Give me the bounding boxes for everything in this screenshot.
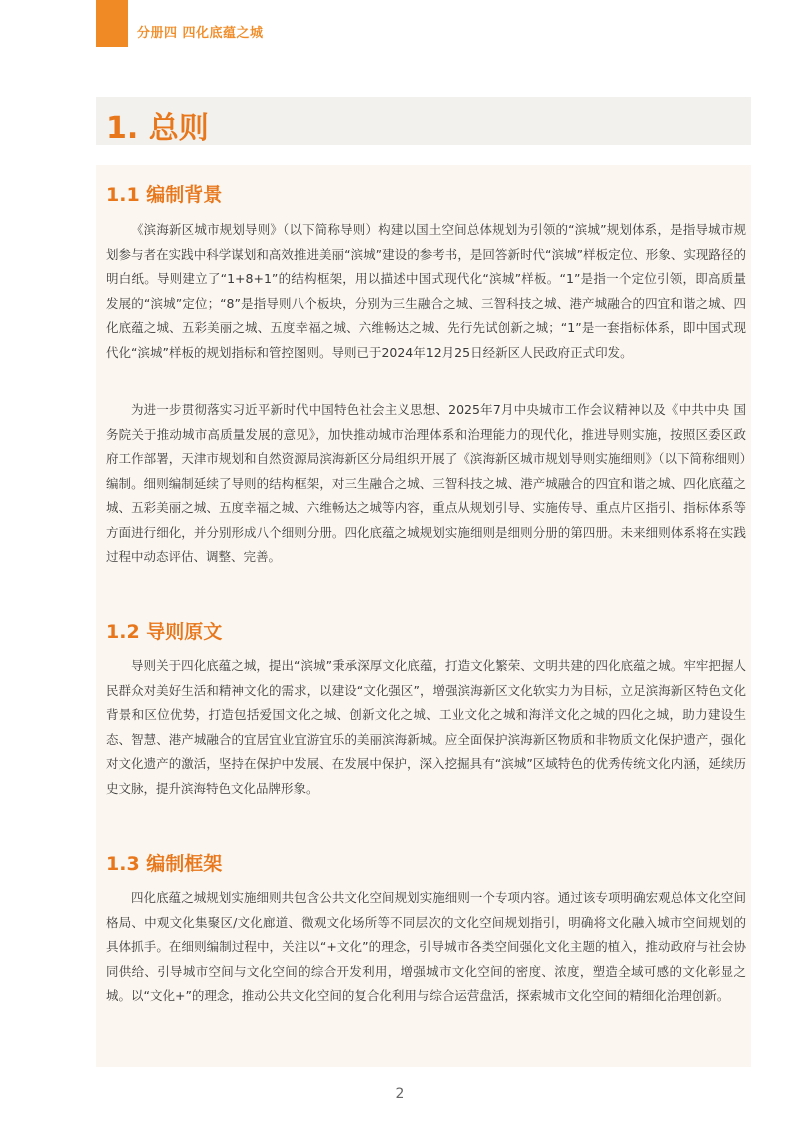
page-number: 2 <box>395 1086 405 1102</box>
paragraph-background-1: 《滨海新区城市规划导则》（以下简称导则）构建以国土空间总体规划为引领的“滨城”规划体系，是指导城市规划参与者在实践中科学谋划和高效推进美丽“滨城”建设的参考书，是回答新时代“滨城”样板定位、形象、实现路径的明白纸。导则建立了“1+8+1”的结构框架，用以描述中国式现代化“滨城”样板。“1”是指一个定位引领，即高质量发展的“滨城”定位；“8”是指导则八个板块，分别为三生融合之城、三智科技之城、港产城融合的四宜和谐之城、四化底蕴之城、五彩美丽之城、五度幸福之城、六维畅达之城、先行先试创新之城；“1”是一套指标体系，即中国式现代化“滨城”样板的规划指标和管控图则。导则已于2024年12月25日经新区人民政府正式印发。 <box>106 222 746 360</box>
section-title: 1. 总则 <box>106 111 209 146</box>
paragraph-framework: 四化底蕴之城规划实施细则共包含公共文化空间规划实施细则一个专项内容。通过该专项明确宏观总体文化空间格局、中观文化集聚区/文化廊道、微观文化场所等不同层次的文化空间规划指引，明确将文化融入城市空间规划的具体抓手。在细则编制过程中，关注以“+文化”的理念，引导城市各类空间强化文化主题的植入，推动政府与社会协同供给、引导城市空间与文化空间的综合开发利用，增强城市文化空间的密度、浓度，塑造全域可感的文化彰显之城。以“文化+”的理念，推动公共文化空间的复合化利用与综合运营盘活，探索城市文化空间的精细化治理创新。 <box>106 890 746 1003</box>
paragraph-original-text: 导则关于四化底蕴之城，提出“滨城”秉承深厚文化底蕴，打造文化繁荣、文明共建的四化底蕴之城。牢牢把握人民群众对美好生活和精神文化的需求，以建设“文化强区”，增强滨海新区文化软实力为目标，立足滨海新区特色文化背景和区位优势，打造包括爱国文化之城、创新文化之城、工业文化之城和海洋文化之城的四化之城，助力建设生态、智慧、港产城融合的宜居宜业宜游宜乐的美丽滨海新城。应全面保护滨海新区物质和非物质文化保护遗产，强化对文化遗产的激活，坚持在保护中发展、在发展中保护，深入挖掘具有“滨城”区域特色的优秀传统文化内涵，延续历史文脉，提升滨海特色文化品牌形象。 <box>106 658 746 796</box>
subsection-title-1-3: 1.3 编制框架 <box>106 853 223 875</box>
header-title: 分册四 四化底蕴之城 <box>137 26 264 41</box>
paragraph-background-2: 为进一步贯彻落实习近平新时代中国特色社会主义思想、2025年7月中央城市工作会议精神以及《中共中央 国务院关于推动城市高质量发展的意见》，加快推动城市治理体系和治理能力的现代化，推进导则实施，按照区委区政府工作部署，天津市规划和自然资源局滨海新区分局组织开展了《滨海新区城市规划导则实施细则》（以下简称细则）编制。细则编制延续了导则的结构框架，对三生融合之城、三智科技之城、港产城融合的四宜和谐之城、四化底蕴之城、五彩美丽之城、五度幸福之城、六维畅达之城等内容，重点从规划引导、实施传导、重点片区指引、指标体系等方面进行细化，并分别形成八个细则分册。四化底蕴之城规划实施细则是细则分册的第四册。未来细则体系将在实践过程中动态评估、调整、完善。 <box>106 402 746 564</box>
section-heading-box <box>96 97 751 145</box>
subsection-title-1-2: 1.2 导则原文 <box>106 621 223 643</box>
subsection-title-1-1: 1.1 编制背景 <box>106 184 223 206</box>
header-tab-marker <box>96 0 128 47</box>
